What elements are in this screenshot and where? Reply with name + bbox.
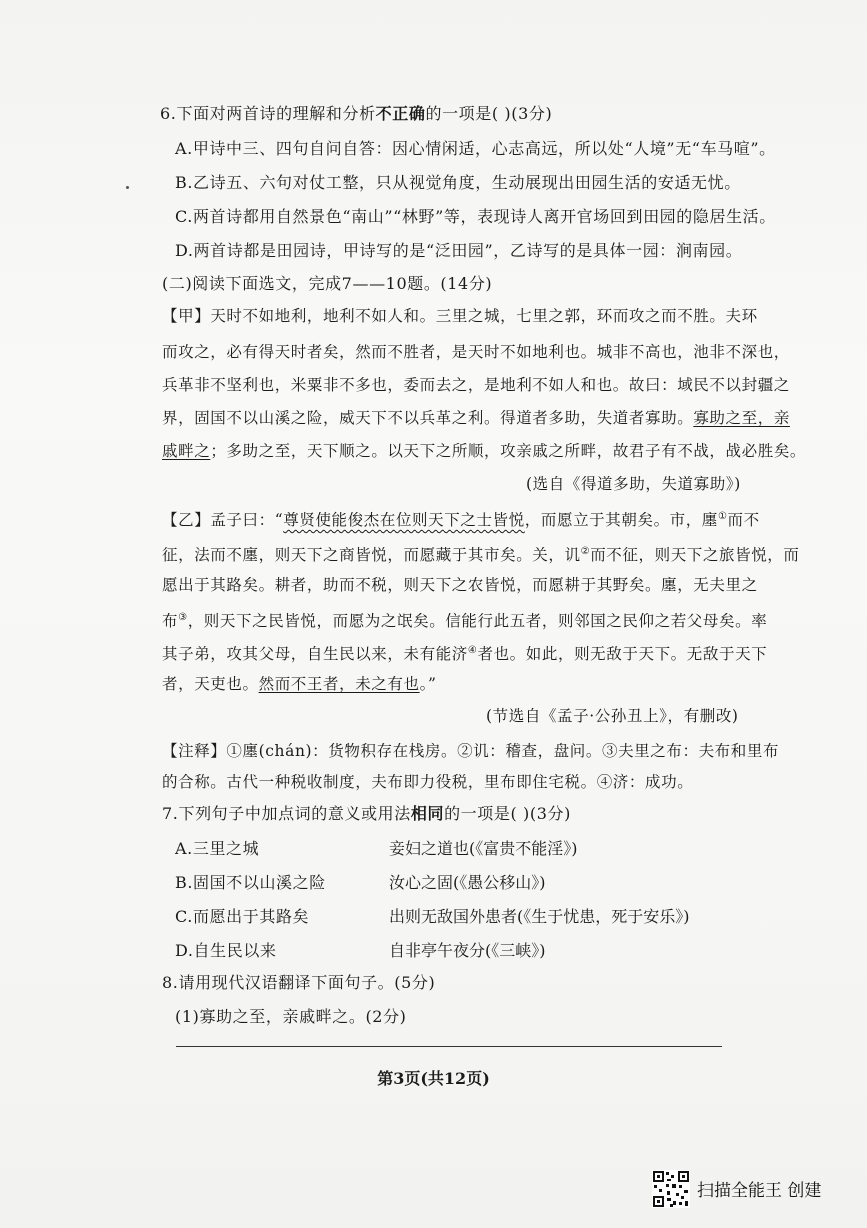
note-marker-1: ①: [717, 511, 728, 522]
q7-option-d-right: 自非亭午夜分(《三峡》): [389, 941, 546, 960]
passage-yi-line-2: 征，法而不廛，则天下之商皆悦，而愿藏于其市矣。关，讥②而不征，则天下之旅皆悦，而: [162, 546, 800, 565]
q6-option-a: A.甲诗中三、四句自问自答：因心情闲适，心志高远，所以处“人境”无“车马喧”。: [175, 139, 776, 158]
underlined-sentence-2: 然而不王者，未之有也: [258, 675, 420, 693]
underlined-sentence: 寡助之至，亲: [693, 409, 790, 427]
passage-yi-label: 【乙】: [162, 511, 211, 530]
q7-option-d-left: D.自生民以来: [175, 941, 277, 960]
q6-option-c: C.两首诗都用自然景色“南山”“林野”等，表现诗人离开官场回到田园的隐居生活。: [175, 207, 776, 226]
note-marker-4: ④: [467, 645, 478, 656]
notes-line-1: 【注释】①廛(chán)：货物积存在栈房。②讥：稽查，盘问。③夫里之布：夫布和里布: [162, 742, 780, 760]
q7-option-b-left: B.固国不以山溪之险: [175, 873, 326, 892]
q7-option-a-right: 妾妇之道也(《富贵不能淫》): [389, 839, 578, 858]
q6-stem: 6.下面对两首诗的理解和分析不正确的一项是( )(3分): [160, 104, 553, 123]
passage-yi-line-1: 【乙】孟子曰：“尊贤使能俊杰在位则天下之士皆悦，而愿立于其朝矣。市，廛①而不: [162, 511, 760, 530]
q8-stem: 8.请用现代汉语翻译下面句子。(5分): [162, 973, 436, 992]
scanner-watermark: 扫描全能王 创建: [697, 1181, 822, 1201]
q6-option-d: D.两首诗都是田园诗，甲诗写的是“泛田园”，乙诗写的是具体一园：涧南园。: [175, 241, 743, 260]
passage-yi-line-3: 愿出于其路矣。耕者，助而不税，则天下之农皆悦，而愿耕于其野矣。廛，无夫里之: [162, 576, 758, 594]
passage-jia-line-3: 兵革非不坚利也，米粟非不多也，委而去之，是地利不如人和也。故曰：域民不以封疆之: [162, 376, 790, 394]
q7-stem: 7.下列句子中加点词的意义或用法相同的一项是( )(3分): [162, 804, 571, 823]
q8-sub-1: (1)寡助之至，亲戚畔之。(2分): [175, 1007, 407, 1026]
qr-code-icon: [652, 1170, 690, 1208]
q7-option-c-right: 出则无敌国外患者(《生于忧患，死于安乐》): [389, 907, 690, 926]
passage-yi-line-6: 者，天吏也。然而不王者，未之有也。”: [162, 675, 437, 693]
q7-option-b-right: 汝心之固(《愚公移山》): [389, 873, 546, 892]
passage-yi-line-5: 其子弟，攻其父母，自生民以来，未有能济④者也。如此，则无敌于天下。无敌于天下: [162, 645, 768, 664]
page-number: 第3页(共12页): [377, 1069, 490, 1088]
footer-rule: [176, 1046, 722, 1047]
scan-speck: [126, 186, 129, 189]
note-marker-2: ②: [580, 546, 591, 557]
q7-option-a-left: A.三里之城: [175, 839, 260, 858]
passage-jia-label: 【甲】: [162, 307, 211, 325]
notes-line-2: 的合称。古代一种税收制度，夫布即力役税，里布即住宅税。④济：成功。: [162, 773, 694, 791]
q6-option-b: B.乙诗五、六句对仗工整，只从视觉角度，生动展现出田园生活的安适无忧。: [175, 173, 741, 192]
note-marker-3: ③: [178, 612, 188, 623]
section-2-title: (二)阅读下面选文，完成7——10题。(14分): [162, 274, 493, 293]
passage-jia-line-4: 界，固国不以山溪之险，威天下不以兵革之利。得道者多助，失道者寡助。寡助之至，亲: [162, 409, 790, 427]
passage-yi-line-4: 布③，则天下之民皆悦，而愿为之氓矣。信能行此五者，则邻国之民仰之若父母矣。率: [162, 612, 768, 631]
passage-jia-line-2: 而攻之，必有得天时者矣，然而不胜者，是天时不如地利也。城非不高也，池非不深也，: [162, 343, 790, 361]
passage-jia-line-1: 【甲】天时不如地利，地利不如人和。三里之城，七里之郭，环而攻之而不胜。夫环: [162, 307, 758, 325]
passage-yi-source: (节选自《孟子·公孙丑上》，有删改): [486, 707, 739, 725]
passage-jia-source: (选自《得道多助，失道寡助》): [526, 475, 741, 493]
wavy-underlined-sentence: 尊贤使能俊杰在位则天下之士皆悦: [283, 511, 525, 530]
q7-option-c-left: C.而愿出于其路矣: [175, 907, 310, 926]
passage-jia-line-5: 戚畔之；多助之至，天下顺之。以天下之所顺，攻亲戚之所畔，故君子有不战，战必胜矣。: [162, 442, 807, 460]
